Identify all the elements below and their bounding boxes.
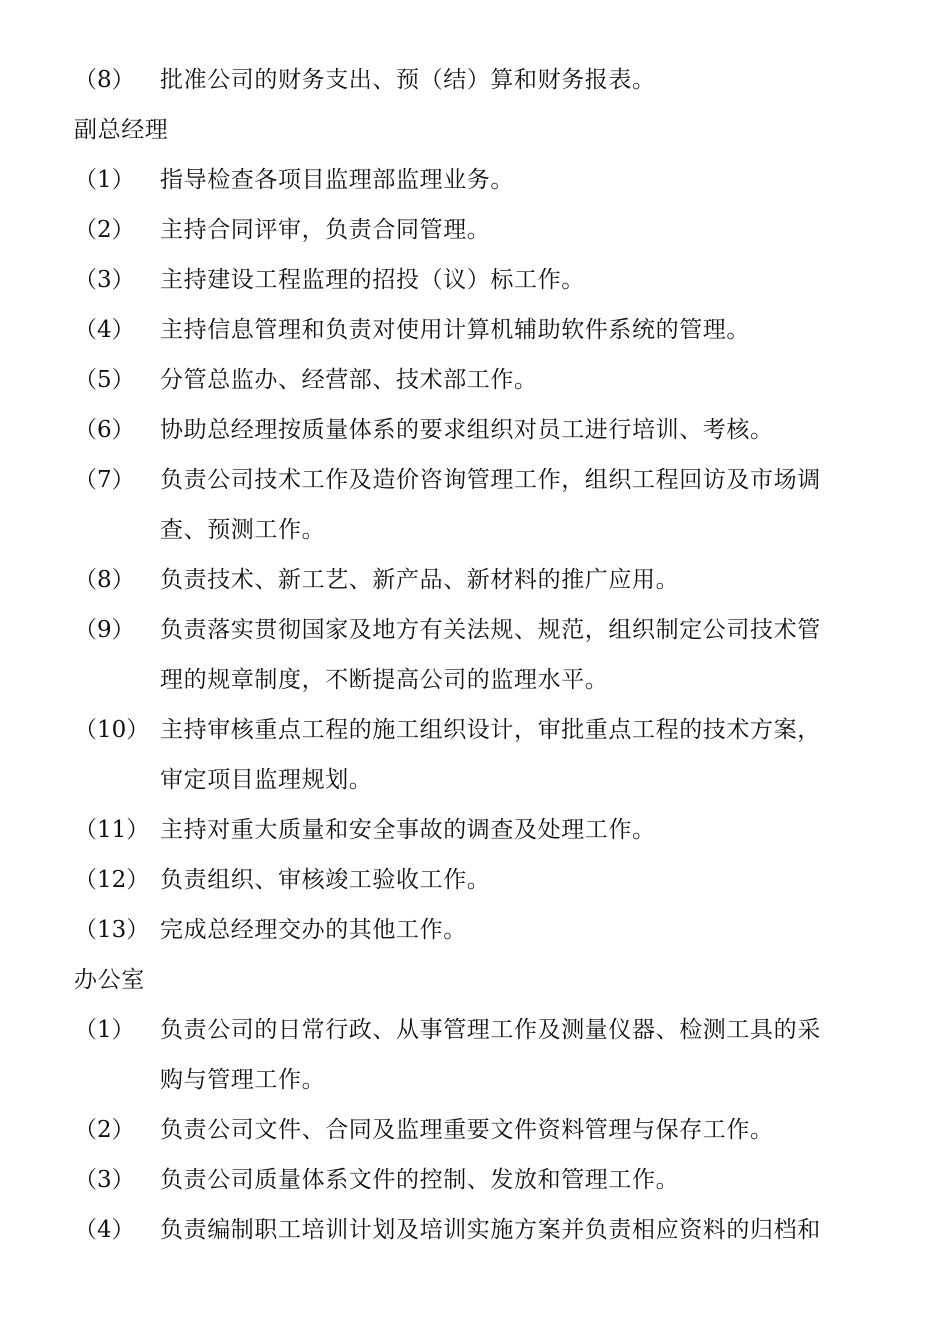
list-item <box>74 55 884 105</box>
list-item-number: （5） <box>74 367 135 393</box>
list-item-number: （8） <box>74 67 135 93</box>
list-item-text <box>160 805 884 855</box>
list-item <box>74 905 884 955</box>
list-item-number: （6） <box>74 417 135 443</box>
list-item-text <box>160 605 884 705</box>
list-item-text <box>160 255 884 305</box>
text-line: 负责公司文件、合同及监理重要文件资料管理与保存工作。 <box>160 1117 774 1143</box>
list-item-text <box>160 455 884 555</box>
list-item-number: （1） <box>74 167 135 193</box>
list-item-text <box>160 55 884 105</box>
text-line: 完成总经理交办的其他工作。 <box>160 917 467 943</box>
text-line: 主持建设工程监理的招投（议）标工作。 <box>160 267 585 293</box>
text-line: 指导检查各项目监理部监理业务。 <box>160 167 514 193</box>
text-line: 购与管理工作。 <box>160 1067 326 1093</box>
text-line: 批准公司的财务支出、预（结）算和财务报表。 <box>160 67 656 93</box>
list-item-text <box>160 1105 884 1155</box>
list-item-text <box>160 405 884 455</box>
list-item <box>74 1005 884 1105</box>
text-line: 主持审核重点工程的施工组织设计，审批重点工程的技术方案， <box>160 717 821 743</box>
list-item <box>74 555 884 605</box>
list-item-text <box>160 905 884 955</box>
list-item-text <box>160 705 884 805</box>
text-line: 负责公司的日常行政、从事管理工作及测量仪器、检测工具的采 <box>160 1017 821 1043</box>
list-item <box>74 255 884 305</box>
list-item-number: （4） <box>74 1217 135 1243</box>
text-line: 协助总经理按质量体系的要求组织对员工进行培训、考核。 <box>160 417 774 443</box>
list-item <box>74 405 884 455</box>
list-item <box>74 1105 884 1155</box>
list-item-number: （4） <box>74 317 135 343</box>
text-line: 理的规章制度，不断提高公司的监理水平。 <box>160 667 609 693</box>
list-item <box>74 155 884 205</box>
section-heading: 办公室 <box>74 967 145 993</box>
list-item-number: （10） <box>74 717 150 743</box>
list-item-number: （7） <box>74 467 135 493</box>
text-line: 负责编制职工培训计划及培训实施方案并负责相应资料的归档和 <box>160 1217 821 1243</box>
list-item <box>74 855 884 905</box>
list-item <box>74 455 884 555</box>
list-item-text <box>160 1005 884 1105</box>
list-item <box>74 1155 884 1205</box>
list-item-number: （1） <box>74 1017 135 1043</box>
text-line: 主持信息管理和负责对使用计算机辅助软件系统的管理。 <box>160 317 750 343</box>
list-item-number: （9） <box>74 617 135 643</box>
text-line: 查、预测工作。 <box>160 517 326 543</box>
list-item <box>74 205 884 255</box>
text-line: 主持对重大质量和安全事故的调查及处理工作。 <box>160 817 656 843</box>
list-item-number: （11） <box>74 817 150 843</box>
list-item-number: （13） <box>74 917 150 943</box>
list-item <box>74 705 884 805</box>
list-item-text <box>160 1205 884 1255</box>
list-item-number: （3） <box>74 1167 135 1193</box>
list-item-text <box>160 355 884 405</box>
text-line: 负责组织、审核竣工验收工作。 <box>160 867 491 893</box>
list-item <box>74 1205 884 1255</box>
document-body <box>74 55 884 1255</box>
list-item-number: （2） <box>74 1117 135 1143</box>
list-item-text <box>160 855 884 905</box>
text-line: 主持合同评审，负责合同管理。 <box>160 217 491 243</box>
text-line: 负责落实贯彻国家及地方有关法规、规范，组织制定公司技术管 <box>160 617 821 643</box>
text-line: 负责公司质量体系文件的控制、发放和管理工作。 <box>160 1167 680 1193</box>
list-item-text <box>160 555 884 605</box>
text-line: 审定项目监理规划。 <box>160 767 373 793</box>
list-item <box>74 355 884 405</box>
list-item <box>74 605 884 705</box>
list-item-text <box>160 205 884 255</box>
section-heading: 副总经理 <box>74 117 169 143</box>
list-item-number: （2） <box>74 217 135 243</box>
list-item <box>74 805 884 855</box>
text-line: 负责技术、新工艺、新产品、新材料的推广应用。 <box>160 567 680 593</box>
text-line: 负责公司技术工作及造价咨询管理工作，组织工程回访及市场调 <box>160 467 821 493</box>
text-line: 分管总监办、经营部、技术部工作。 <box>160 367 538 393</box>
list-item-text <box>160 1155 884 1205</box>
list-item-text <box>160 155 884 205</box>
list-item-number: （3） <box>74 267 135 293</box>
list-item-number: （8） <box>74 567 135 593</box>
list-item-number: （12） <box>74 867 150 893</box>
list-item-text <box>160 305 884 355</box>
list-item <box>74 305 884 355</box>
